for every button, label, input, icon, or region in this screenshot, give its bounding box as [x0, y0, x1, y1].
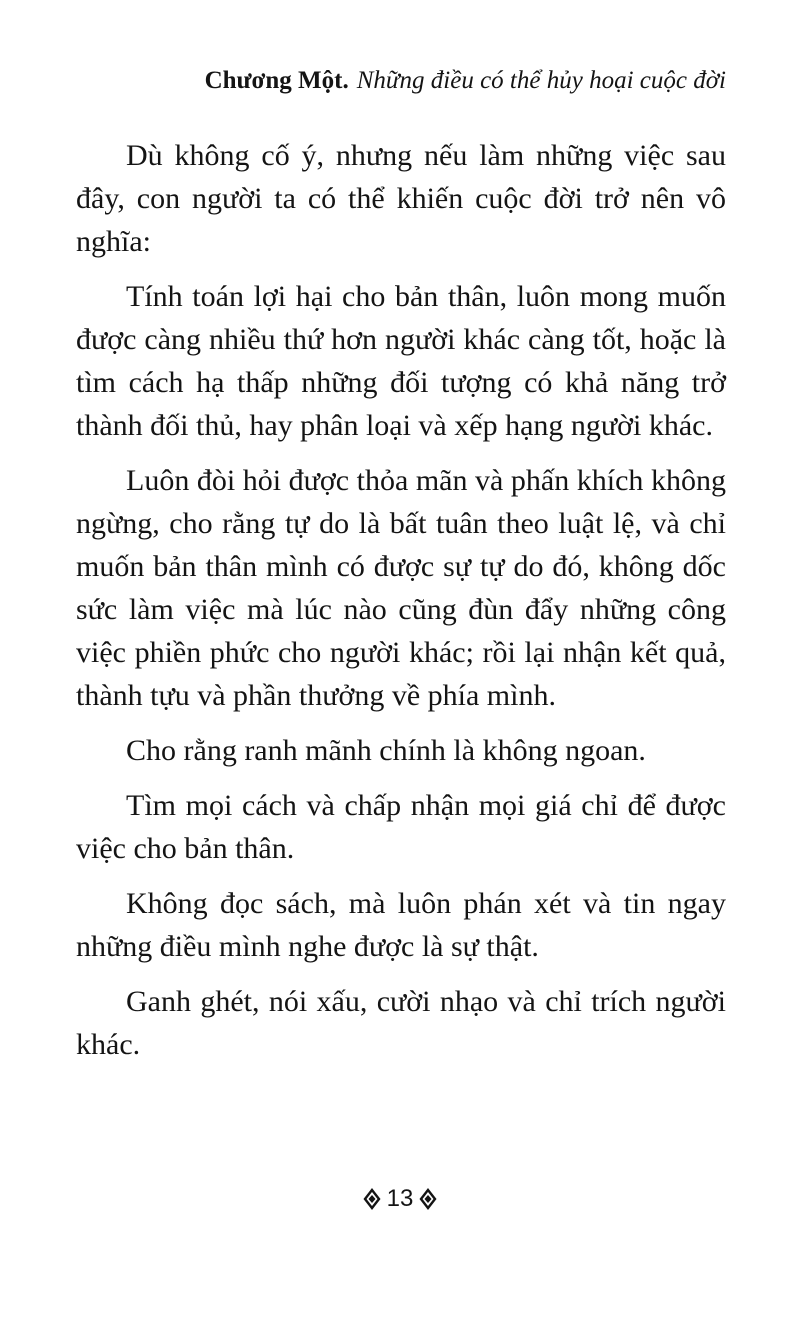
- paragraph: Dù không cố ý, nhưng nếu làm những việc sau đây, con người ta có thể khiến cuộc đời trở nên vô nghĩa:: [76, 139, 726, 258]
- running-head: [205, 66, 726, 96]
- diamond-ornament-icon: [419, 1188, 437, 1210]
- paragraph: Ganh ghét, nói xấu, cười nhạo và chỉ trích người khác.: [76, 985, 726, 1061]
- paragraph: Tính toán lợi hại cho bản thân, luôn mong muốn được càng nhiều thứ hơn người khác càng tốt, hoặc là tìm cách hạ thấp những đối tượng có khả năng trở thành đối thủ, hay phân loại và xếp hạng người khác.: [76, 280, 726, 442]
- body-text: [76, 134, 726, 1078]
- paragraph: Luôn đòi hỏi được thỏa mãn và phấn khích không ngừng, cho rằng tự do là bất tuân theo luật lệ, và chỉ muốn bản thân mình có được sự tự do đó, không dốc sức làm việc mà lúc nào cũng đùn đẩy những công việc phiền phức cho người khác; rồi lại nhận kết quả, thành tựu và phần thưởng về phía mình.: [76, 464, 726, 712]
- paragraph: Tìm mọi cách và chấp nhận mọi giá chỉ để được việc cho bản thân.: [76, 789, 726, 865]
- page-number: 13: [386, 1185, 414, 1212]
- diamond-ornament-icon: [363, 1188, 381, 1210]
- page-footer: [0, 1185, 800, 1213]
- chapter-title: Những điều có thể hủy hoại cuộc đời: [356, 67, 726, 94]
- paragraph: Không đọc sách, mà luôn phán xét và tin ngay những điều mình nghe được là sự thật.: [76, 887, 726, 963]
- paragraph: Cho rằng ranh mãnh chính là không ngoan.: [126, 734, 646, 767]
- chapter-label: Chương Một.: [204, 67, 349, 94]
